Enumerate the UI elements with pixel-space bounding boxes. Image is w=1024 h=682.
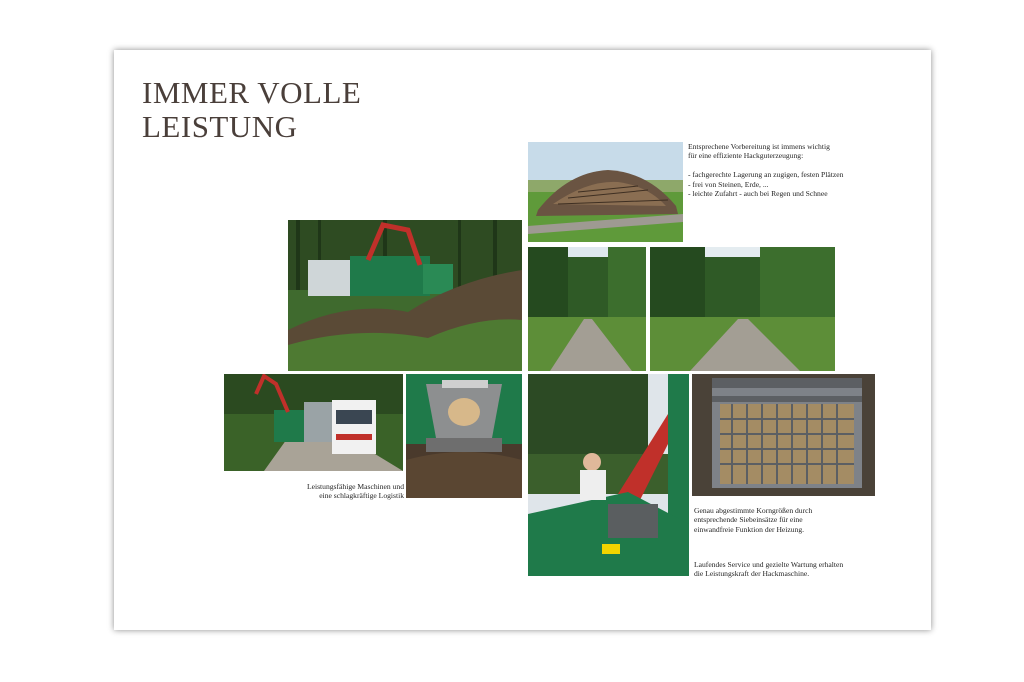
forest-road-photo-2 — [650, 247, 835, 371]
title-line-2: LEISTUNG — [142, 109, 298, 144]
service-line-2: die Leistungskraft der Hackmaschine. — [694, 569, 810, 579]
service-line-1: Laufendes Service und gezielte Wartung erhalten — [694, 560, 844, 569]
sieve-grid-photo — [692, 374, 875, 496]
log-in-chipper-photo — [406, 374, 522, 498]
brochure-page — [114, 50, 931, 630]
preparation-line-5: - frei von Steinen, Erde, ... — [688, 179, 769, 189]
service-caption — [694, 560, 843, 579]
logistics-line-2: eine schlagkräftige Logistik — [319, 491, 404, 501]
preparation-line-4: - fachgerechte Lagerung an zugigen, festen Plätzen — [688, 170, 844, 180]
title-line-1: IMMER VOLLE — [142, 75, 362, 110]
preparation-caption — [688, 142, 843, 198]
logistics-caption — [254, 482, 404, 501]
preparation-line-1: Entsprechene Vorbereitung ist immens wichtig — [688, 142, 830, 151]
maintenance-photo — [528, 374, 689, 576]
page-title — [142, 76, 361, 144]
preparation-line-2: für eine effiziente Hackguterzeugung: — [688, 151, 804, 161]
grain-line-3: einwandfreie Funktion der Heizung. — [694, 524, 805, 534]
grain-caption — [694, 506, 812, 534]
forest-road-photo-1 — [528, 247, 646, 371]
preparation-spacer — [688, 161, 843, 170]
grain-line-2: entsprechende Siebeinsätze für eine — [694, 515, 803, 525]
preparation-line-6: - leichte Zufahrt - auch bei Regen und Schnee — [688, 189, 828, 199]
woodpile-photo — [528, 142, 683, 242]
grain-line-1: Genau abgestimmte Korngrößen durch — [694, 506, 813, 515]
chipper-forest-photo — [288, 220, 522, 371]
truck-logistics-photo — [224, 374, 403, 471]
logistics-line-1: Leistungsfähige Maschinen und — [306, 482, 404, 491]
